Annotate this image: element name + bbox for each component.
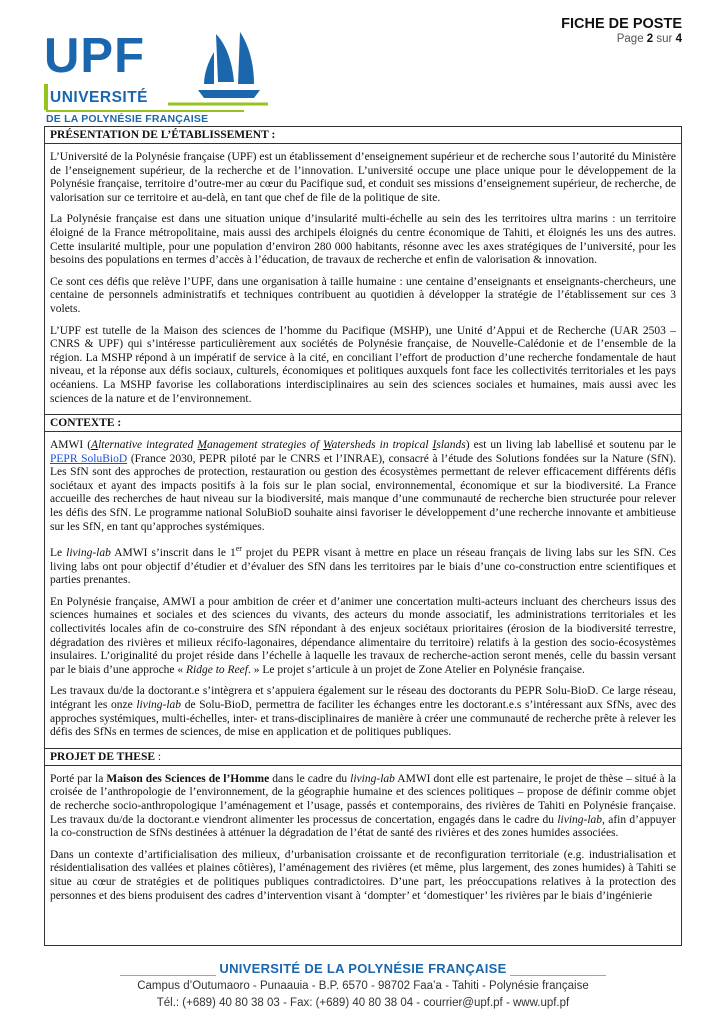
footer-address: Campus d’Outumaoro - Punaauia - B.P. 6570 - 98702 Faa’a - Tahiti - Polynésie française [137, 980, 589, 992]
paragraph: Dans un contexte d’artificialisation des milieux, d’urbanisation croissante et de reconfiguration territoriale (e.g. industrialisation et résidentialisation des vallées et plaines côtières), l’aménagement des rivières (et même, plus largement, des zones humides) à Tahiti se situe au cœur de stratégies et de politiques publiques contradictoires. D’une part, les préoccupations relatives à la protection des personnes et des biens produisent des cadres d’intervention visant à ‘dompter’ et ‘domestiquer’ les rivières par le biais d’ingénierie [50, 848, 676, 902]
logo-acronym: UPF [44, 29, 145, 83]
section-title-projet: PROJET DE THESE : [45, 748, 681, 766]
page-sep: sur [656, 33, 673, 45]
section-projet [45, 766, 681, 911]
paragraph: La Polynésie française est dans une situation unique d’insularité multi-échelle au sein des les territoires ultra marins : un territoire éloigné de la France métropolitaine, mais aussi des archipels éloignés du centre économique de Tahiti, et éloignés les uns des autres. Cette insularité multiple, pour une population d’environ 280 000 habitants, résonne avec les axes stratégiques de l’université, pour les besoins des populations en termes d’accès à l’éducation, de travaux de recherche et enfin de valorisation & innovation. [50, 213, 676, 267]
upf-logo [44, 29, 250, 126]
document-frame [44, 126, 682, 946]
paragraph: AMWI (Alternative integrated Management strategies of Watersheds in tropical Islands) est un living lab labellisé et soutenu par le PEPR SoluBioD (France 2030, PEPR piloté par le CNRS et l’INRAE), consacré à l’étude des Solutions fondées sur la Nature (SfN). Les SfN sont des approches de protection, restauration ou gestion des écosystèmes permettant de relever efficacement différents défis sociétaux et ayant des impacts positifs à la fois sur le plan social, environnemental, économique et sur la biodiversité. La France accueille des recherches de haut niveau sur la biodiversité, mais manque d’une communauté de recherche bien structurée pour relever les défis des SfN. Le programme national SoluBioD souhaite ainsi favoriser le développement d’une recherche innovante et ambitieuse sur les SfN, en tant qu’approches systémiques. [50, 439, 677, 533]
footer-contact: Tél.: (+689) 40 80 38 03 - Fax: (+689) 40 80 38 04 - courrier@upf.pf - www.upf.pf [156, 997, 570, 1009]
section-presentation [45, 144, 681, 414]
paragraph: L’UPF est tutelle de la Maison des sciences de l’homme du Pacifique (MSHP), une Unité d’Appui et de Recherche (UAR 2503 – CNRS & UPF) qui s’intéresse particulièrement aux sociétés de Polynésie française, de Nouvelle-Calédonie et de l’ensemble de la région. La MSHP répond à un impératif de service à la cité, en conciliant l’effort de production d’une recherche fondamentale de haut niveau, et la réponse aux défis sociaux, culturels, économiques et politiques auxquels font face les collectivités territoriales et les pays océaniens. La MSHP favorise les collaborations interdisciplinaires au sein des sciences sociales et humaines, mais aussi avec les sciences de la nature et de l’environnement. [50, 324, 676, 405]
paragraph: Le living-lab AMWI s’inscrit dans le 1er projet du PEPR visant à mettre en place un réseau français de living labs sur les SfN. Ces living labs ont pour objectif d’étudier et d’évaluer des SfN dans les territoires par le biais d’une co-construction entre scientifiques et parties prenantes. [50, 544, 676, 587]
paragraph: En Polynésie française, AMWI a pour ambition de créer et d’animer une concertation multi-acteurs incluant des chercheurs issus des sciences humaines et sociales et des sciences du vivants, des acteurs du monde associatif, les administrations territoriales et les collectivités locales afin de co-construire des SfN répondant à des enjeux sociétaux prioritaires (érosion de la biodiversité terrestre, dégradation des rivières et milieux récifo-lagonaires, dépendance alimentaire du territoire) relatifs à la gestion des socio-écosystèmes insulaires. L’originalité du projet réside dans l’échelle à laquelle les travaux de recherche-action seront menés, celle du bassin versant par le biais d’une approche « Ridge to Reef. » Le projet s’articule à un projet de Zone Atelier en Polynésie française. [50, 595, 676, 676]
footer-divider-right [510, 975, 606, 976]
section-title-presentation: PRÉSENTATION DE L’ÉTABLISSEMENT : [45, 127, 681, 144]
logo-line1: UNIVERSITÉ [50, 89, 149, 106]
logo-line2: DE LA POLYNÉSIE FRANÇAISE [46, 110, 244, 125]
footer-title: UNIVERSITÉ DE LA POLYNÉSIE FRANÇAISE [219, 961, 507, 976]
page-header [561, 16, 682, 45]
sailboat-icon [168, 32, 268, 108]
paragraph: Les travaux du/de la doctorant.e s’intègrera et s’appuiera également sur le réseau des doctorants du PEPR Solu-BioD. Ce large réseau, intégrant les onze living-lab de Solu-BioD, permettra de faciliter les échanges entre les doctorant.e.s s’intéressant aux SfNs, avec des approches systémiques, multi-échelles, inter- et trans-disciplinaires de manière à créer une communauté de recherche prête à relever les défis des SfNs en termes de sciences, de mise en application et de politiques publiques. [50, 685, 676, 739]
paragraph: Porté par la Maison des Sciences de l’Homme dans le cadre du living-lab AMWI dont elle est partenaire, le projet de thèse – situé à la croisée de l’anthropologie de l’environnement, de la géographie humaine et des sciences politiques – propose de définir comme objet de recherche socio-anthropologique l’aménagement et l’usage, passés et contemporains, des rivières de Tahiti en Polynésie française. Les travaux du/de la doctorant.e viendront alimenter les processus de concertation, engagés dans le cadre du living-lab, afin d’appuyer la co-construction de SfNs destinées à atténuer la dégradation de l’état de santé des rivières et des zones humides associées. [50, 772, 676, 840]
pepr-solubiod-link[interactable]: PEPR SoluBioD [50, 452, 128, 465]
page-indicator [561, 33, 682, 45]
paragraph: L’Université de la Polynésie française (UPF) est un établissement d’enseignement supérieur et de recherche sous l’autorité du Ministère de l’enseignement supérieur, de la recherche et de l’innovation. L’université occupe une place unique pour le développement de la Polynésie française, territoire d’outre-mer au cœur du Pacifique sud, et conduit ses missions d’enseignement supérieur, de recherche, de valorisation sur ce territoire et au-delà, en tant que chef de file de la politique de site. [50, 151, 676, 204]
page-prefix: Page [616, 33, 644, 45]
logo-accent-bar [44, 84, 48, 110]
page-total: 4 [675, 33, 682, 45]
paragraph: Ce sont ces défis que relève l’UPF, dans une organisation à taille humaine : une centaine d’enseignants et enseignants-chercheurs, une centaine de personnels administratifs et techniques contribuent au quotidien à développer la stratégie de l’établissement sur ces 3 volets. [50, 275, 676, 315]
document-type: FICHE DE POSTE [561, 16, 682, 32]
section-title-contexte: CONTEXTE : [45, 414, 681, 432]
footer-divider-left [120, 975, 216, 976]
page-current: 2 [646, 33, 654, 45]
section-contexte [45, 432, 681, 748]
